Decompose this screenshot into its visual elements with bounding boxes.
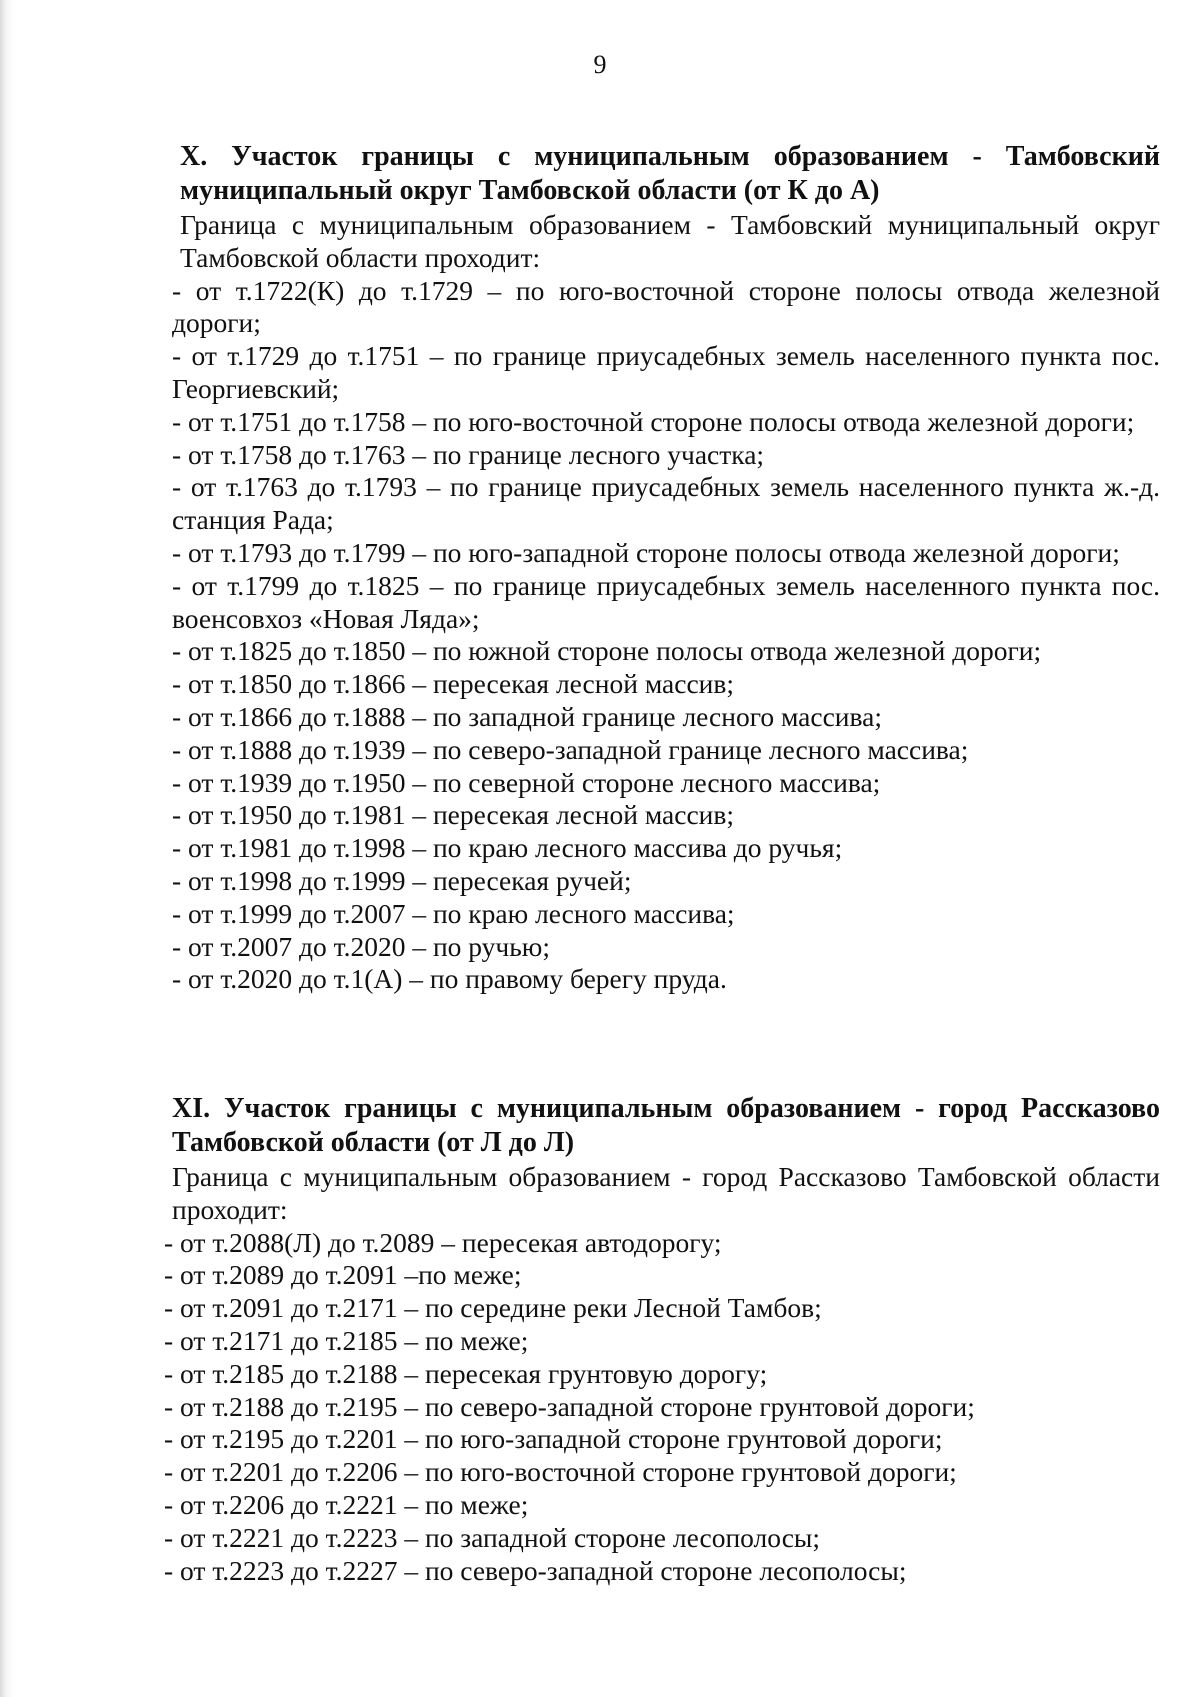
list-item: - от т.1999 до т.2007 – по краю лесного массива;	[172, 897, 735, 929]
list-item: - от т.2091 до т.2171 – по середине реки Лесной Тамбов;	[164, 1292, 822, 1324]
list-item: - от т.1763 до т.1793 – по границе приусадебных земель населенного пункта ж.-д. станция Рада;	[172, 471, 1160, 536]
list-item: - от т.1793 до т.1799 – по юго-западной стороне полосы отвода железной дороги;	[172, 536, 1120, 568]
list-item: - от т.2206 до т.2221 – по меже;	[164, 1488, 529, 1520]
scan-edge-shadow	[0, 0, 14, 1697]
list-item: - от т.1998 до т.1999 – пересекая ручей;	[172, 864, 632, 896]
list-item: - от т.1888 до т.1939 – по северо-западной границе лесного массива;	[172, 733, 969, 765]
list-item: - от т.1850 до т.1866 – пересекая лесной массив;	[172, 668, 734, 700]
list-item: - от т.2088(Л) до т.2089 – пересекая автодорогу;	[164, 1226, 722, 1258]
list-item: - от т.1866 до т.1888 – по западной границе лесного массива;	[172, 700, 882, 732]
list-item: - от т.1799 до т.1825 – по границе приусадебных земель населенного пункта пос. военсовхоз «Новая Ляда»;	[172, 569, 1160, 634]
list-item: - от т.2089 до т.2091 –по меже;	[164, 1259, 522, 1291]
list-item: - от т.1981 до т.1998 – по краю лесного массива до ручья;	[172, 832, 843, 864]
section-xi	[164, 1092, 1160, 1587]
list-item: - от т.2201 до т.2206 – по юго-восточной стороне грунтовой дороги;	[164, 1456, 957, 1488]
list-item: - от т.1729 до т.1751 – по границе приусадебных земель населенного пункта пос. Георгиевский;	[172, 340, 1160, 404]
list-item: - от т.2171 до т.2185 – по меже;	[164, 1324, 529, 1356]
list-item: - от т.2221 до т.2223 – по западной стороне лесополосы;	[164, 1521, 821, 1553]
list-item: - от т.2223 до т.2227 – по северо-западной стороне лесополосы;	[164, 1554, 907, 1586]
list-item: - от т.1722(К) до т.1729 – по юго-восточной стороне полосы отвода железной дороги;	[172, 274, 1160, 339]
list-item: - от т.2007 до т.2020 – по ручью;	[172, 930, 550, 962]
list-item: - от т.1939 до т.1950 – по северной стороне лесного массива;	[172, 766, 881, 798]
section-heading: X. Участок границы с муниципальным образованием - Тамбовский муниципальный округ Тамбовской области (от К до А)	[180, 141, 1160, 206]
list-item: - от т.1758 до т.1763 – по границе лесного участка;	[172, 438, 765, 470]
section-intro: Граница с муниципальным образованием - город Рассказово Тамбовской области проходит:	[172, 1161, 1160, 1225]
section-heading: XI. Участок границы с муниципальным образованием - город Рассказово Тамбовской области (от Л до Л)	[172, 1093, 1160, 1158]
section-x	[172, 140, 1160, 996]
list-item: - от т.2020 до т.1(А) – по правому берегу пруда.	[172, 963, 727, 995]
page-number: 9	[593, 50, 607, 79]
list-item: - от т.1825 до т.1850 – по южной стороне полосы отвода железной дороги;	[172, 635, 1042, 667]
list-item: - от т.1751 до т.1758 – по юго-восточной стороне полосы отвода железной дороги;	[172, 405, 1135, 437]
list-item: - от т.2188 до т.2195 – по северо-западной стороне грунтовой дороги;	[164, 1390, 975, 1422]
list-item: - от т.2195 до т.2201 – по юго-западной стороне грунтовой дороги;	[164, 1423, 943, 1455]
section-intro: Граница с муниципальным образованием - Тамбовский муниципальный округ Тамбовской области проходит:	[180, 209, 1160, 273]
list-item: - от т.1950 до т.1981 – пересекая лесной массив;	[172, 799, 734, 831]
list-item: - от т.2185 до т.2188 – пересекая грунтовую дорогу;	[164, 1357, 768, 1389]
